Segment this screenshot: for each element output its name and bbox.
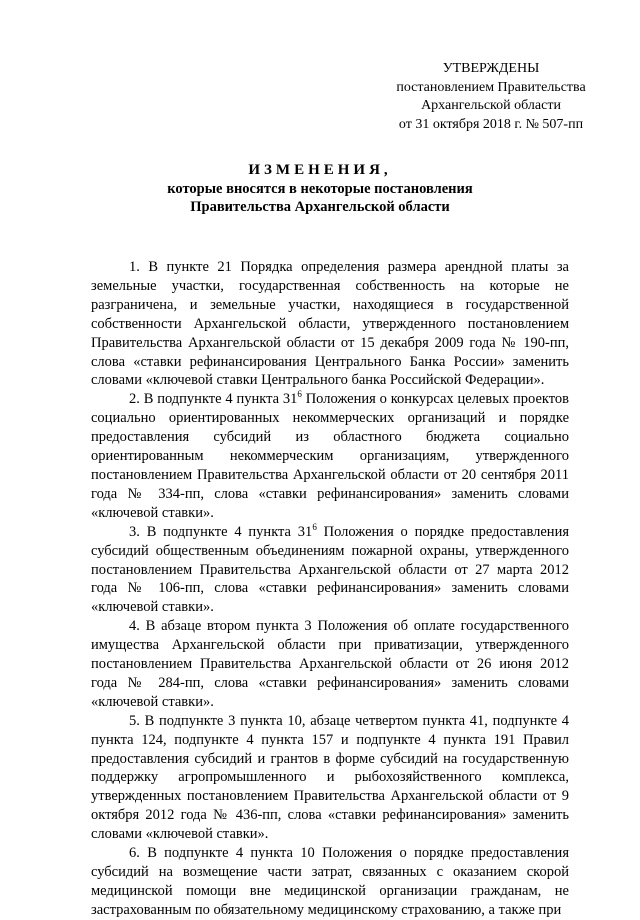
- paragraph-2: [91, 390, 569, 522]
- paragraph-3-text-end: Положения о порядке предоставления субсидий общественным объединениям пожарной охраны, утвержденного постановлением Правительства Архангельской области от 27 марта 2012 года № 106-пп, слова «ставки рефинансирования» заменить словами «ключевой ставки».: [91, 523, 569, 616]
- paragraph-3-superscript: 6: [312, 521, 317, 532]
- paragraph-4: 4. В абзаце втором пункта 3 Положения об оплате государственного имущества Архангельской области при приватизации, утвержденного постановлением Правительства Архангельской области от 26 июня 2012 года № 284-пп, слова «ставки рефинансирования» заменить словами «ключевой ставки».: [91, 618, 569, 710]
- approval-line-1: УТВЕРЖДЕНЫ: [442, 61, 540, 76]
- approval-line-4: от 31 октября 2018 г. № 507-пп: [398, 116, 584, 132]
- paragraph-3: [91, 523, 569, 618]
- paragraph-1: 1. В пункте 21 Порядка определения размера арендной платы за земельные участки, государственная собственность на которые не разграничена, и земельные участки, находящиеся в государственной собственности Архангельской области, утвержденного постановлением Правительства Архангельской области от 15 декабря 2009 года № 190-пп, слова «ставки рефинансирования Центрального Банка России» заменить словами «ключевой ставки Центрального банка Российской Федерации».: [91, 259, 569, 389]
- paragraph-5: 5. В подпункте 3 пункта 10, абзаце четвертом пункта 41, подпункте 4 пункта 124, подпункте 4 пункта 157 и подпункте 4 пункта 191 Правил предоставления субсидий и грантов в форме субсидий на государственную поддержку агропромышленного и рыбохозяйственного комплекса, утвержденных постановлением Правительства Архангельской области от 9 октября 2012 года № 436-пп, слова «ставки рефинансирования» заменить словами «ключевой ставки».: [91, 712, 569, 843]
- heading-line-2: которые вносятся в некоторые постановления: [167, 180, 473, 197]
- paragraph-6: 6. В подпункте 4 пункта 10 Положения о порядке предоставления субсидий на возмещение части затрат, связанных с оказанием скорой медицинской помощи вне медицинской организации гражданам, не застрахованным по обязательному медицинскому страхованию, а также при: [91, 845, 569, 918]
- document-heading: [40, 161, 600, 217]
- approval-line-3: Архангельской области: [421, 98, 561, 113]
- approval-line-2: постановлением Правительства: [396, 79, 586, 95]
- paragraph-2-superscript: 6: [297, 389, 302, 400]
- document-title: ИЗМЕНЕНИЯ,: [248, 162, 392, 178]
- document-body: [91, 258, 569, 920]
- paragraph-2-text-end: Положения о конкурсах целевых проектов социально ориентированных некоммерческих организаций и порядке предоставления субсидий из областного бюджета социально ориентированным некоммерческим организациям, утвержденного постановлением Правительства Архангельской области от 20 сентября 2011 года № 334-пп, слова «ставки рефинансирования» заменить словами «ключевой ставки».: [91, 391, 569, 521]
- paragraph-2-text-start: 2. В подпункте 4 пункта 31: [129, 391, 298, 408]
- paragraph-3-text-start: 3. В подпункте 4 пункта 31: [129, 523, 313, 540]
- heading-line-3: Правительства Архангельской области: [190, 199, 450, 215]
- approval-stamp: [372, 60, 610, 134]
